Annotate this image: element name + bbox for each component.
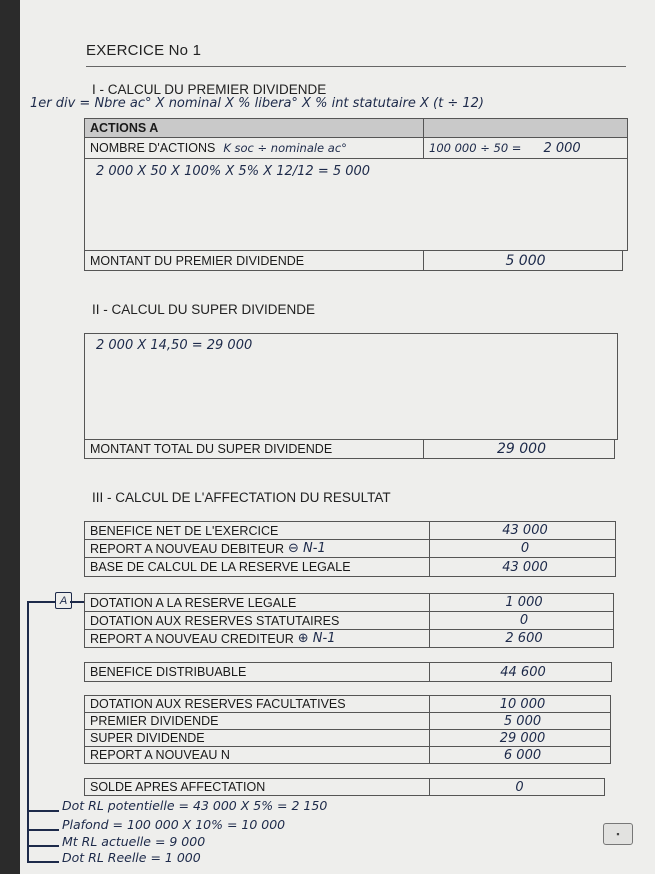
premier-dividende-total-label: MONTANT DU PREMIER DIVIDENDE <box>84 250 424 271</box>
actions-a-header-value <box>423 118 628 138</box>
g3-row-1-value-cell <box>429 695 611 713</box>
g2-row-3-label-cell <box>84 629 430 648</box>
benefice-distribuable-value-cell <box>429 662 612 682</box>
g3-row-4-value-cell <box>429 746 611 764</box>
bracket-connector-line <box>70 601 84 603</box>
g2-row-1-value: 1 000 <box>505 595 543 610</box>
note-4: Dot RL Reelle = 1 000 <box>62 850 201 865</box>
note-4-arrow <box>27 861 59 863</box>
nombre-actions-row <box>84 137 424 159</box>
note-3-arrow <box>27 845 59 847</box>
g3-row-4-label: REPORT A NOUVEAU N <box>84 746 430 764</box>
nombre-actions-value: 2 000 <box>543 140 581 156</box>
g1-row-2-suffix: ⊖ N-1 <box>288 541 326 556</box>
g2-row-3-value-cell <box>429 629 614 648</box>
section1-calc: 2 000 X 50 X 100% X 5% X 12/12 = 5 000 <box>96 164 371 179</box>
g3-row-2-value: 5 000 <box>503 713 542 729</box>
premier-dividende-total-value-cell <box>423 250 623 271</box>
bracket-vertical-line <box>27 601 29 861</box>
super-dividende-total-value-cell <box>423 439 615 459</box>
benefice-distribuable-value: 44 600 <box>500 664 546 680</box>
g2-row-2-value-cell <box>429 611 614 630</box>
g2-row-2-value: 0 <box>519 613 529 628</box>
g3-row-3-value: 29 000 <box>499 730 546 746</box>
bracket-top-line <box>27 601 55 603</box>
note-1-arrow <box>27 810 59 812</box>
super-dividende-total-label: MONTANT TOTAL DU SUPER DIVIDENDE <box>84 439 424 459</box>
g3-row-1-value: 10 000 <box>499 696 546 712</box>
premier-dividende-total-value: 5 000 <box>505 252 546 269</box>
g3-row-2-label: PREMIER DIVIDENDE <box>84 712 430 730</box>
g2-row-3-value: 2 600 <box>505 631 543 646</box>
g1-row-3-value-cell <box>429 557 616 577</box>
g1-row-3-label: BASE DE CALCUL DE LA RESERVE LEGALE <box>84 557 430 577</box>
nombre-actions-value-cell <box>423 137 628 159</box>
g2-row-2-label: DOTATION AUX RESERVES STATUTAIRES <box>84 611 430 630</box>
actions-a-header: ACTIONS A <box>84 118 424 138</box>
note-2-arrow <box>27 829 59 831</box>
g2-row-3-suffix: ⊕ N-1 <box>297 631 336 646</box>
section2-title: II - CALCUL DU SUPER DIVIDENDE <box>92 302 316 317</box>
g1-row-2-value: 0 <box>520 541 530 556</box>
g1-row-2-value-cell <box>429 539 616 558</box>
margin-mark: A <box>55 592 72 609</box>
solde-value-cell <box>429 778 605 796</box>
note-3: Mt RL actuelle = 9 000 <box>62 834 206 849</box>
exercise-title: EXERCICE No 1 <box>86 42 202 59</box>
g3-row-2-value-cell <box>429 712 611 730</box>
section1-handwritten-formula: 1er div = Nbre ac° X nominal X % libera° X % int statutaire X (t ÷ 12) <box>30 96 484 111</box>
g1-row-1-value: 43 000 <box>502 523 548 538</box>
nombre-actions-label: NOMBRE D'ACTIONS <box>90 141 216 155</box>
g2-row-1-label: DOTATION A LA RESERVE LEGALE <box>84 593 430 612</box>
title-rule <box>86 66 626 67</box>
g2-row-3-label: REPORT A NOUVEAU CREDITEUR <box>90 631 294 646</box>
g1-row-1-value-cell <box>429 521 616 540</box>
g3-row-3-value-cell <box>429 729 611 747</box>
g1-row-3-value: 43 000 <box>502 559 548 575</box>
g2-row-1-value-cell <box>429 593 614 612</box>
section1-title: I - CALCUL DU PREMIER DIVIDENDE <box>92 82 327 97</box>
nombre-actions-note: K soc ÷ nominale ac° <box>223 141 347 155</box>
g1-row-1-label: BENEFICE NET DE L'EXERCICE <box>84 521 430 540</box>
benefice-distribuable-label: BENEFICE DISTRIBUABLE <box>84 662 430 682</box>
section2-calc: 2 000 X 14,50 = 29 000 <box>96 338 253 353</box>
g3-row-1-label: DOTATION AUX RESERVES FACULTATIVES <box>84 695 430 713</box>
g1-row-2-label: REPORT A NOUVEAU DEBITEUR <box>90 541 285 556</box>
g3-row-4-value: 6 000 <box>503 747 542 763</box>
g3-row-3-label: SUPER DIVIDENDE <box>84 729 430 747</box>
page-badge: ▪ <box>603 823 633 845</box>
note-1: Dot RL potentielle = 43 000 X 5% = 2 150 <box>62 798 328 813</box>
section3-title: III - CALCUL DE L'AFFECTATION DU RESULTAT <box>92 490 391 505</box>
solde-value: 0 <box>515 779 524 795</box>
solde-label: SOLDE APRES AFFECTATION <box>84 778 430 796</box>
nombre-actions-calc: 100 000 ÷ 50 = <box>429 141 522 155</box>
note-2: Plafond = 100 000 X 10% = 10 000 <box>62 817 286 832</box>
g1-row-2-label-cell <box>84 539 430 558</box>
super-dividende-total-value: 29 000 <box>497 441 546 457</box>
